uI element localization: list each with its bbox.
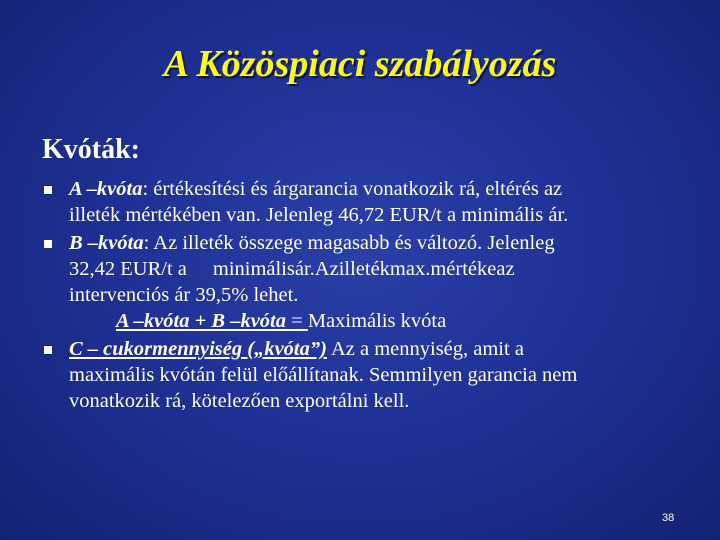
bullet-b-line-1 bbox=[69, 230, 672, 256]
bullet-c-line-3: vonatkozik rá, kötelezően exportálni kell. bbox=[69, 390, 410, 412]
bullet-c-line-2: maximális kvótán felül előállítanak. Semmilyen garancia nem bbox=[69, 364, 578, 386]
term-b-quota: B –kvóta bbox=[69, 232, 144, 254]
bullet-a-line-1 bbox=[69, 176, 672, 202]
term-c-quantity: C – cukormennyiség („kvóta”) bbox=[69, 338, 327, 360]
formula-result: Maximális kvóta bbox=[307, 310, 447, 332]
bullet-a-text-1: értékesítési és árgarancia vonatkozik rá, eltérés az bbox=[148, 178, 563, 200]
formula-plus: + bbox=[189, 310, 212, 332]
square-bullet-icon bbox=[44, 346, 52, 354]
bullet-a-line-2: illeték mértékében van. Jelenleg 46,72 EUR/t a minimális ár. bbox=[69, 204, 569, 226]
bullet-item-c-quantity bbox=[44, 336, 672, 414]
bullet-item-b-quota bbox=[44, 230, 672, 334]
bullet-c-line-1 bbox=[69, 336, 672, 362]
bullet-item-a-quota bbox=[44, 176, 672, 228]
term-separator: : bbox=[142, 178, 149, 200]
term-separator: : bbox=[143, 232, 150, 254]
quota-formula bbox=[69, 308, 672, 334]
bullet-b-text-2a: 32,42 EUR/t a bbox=[69, 258, 187, 280]
formula-b-quota: B –kvóta bbox=[211, 310, 286, 332]
section-heading: Kvóták: bbox=[42, 134, 140, 165]
formula-equals: = bbox=[286, 310, 308, 332]
square-bullet-icon bbox=[44, 186, 52, 194]
slide-title: A Közöspiaci szabályozás bbox=[163, 43, 557, 85]
term-a-quota: A –kvóta bbox=[69, 178, 143, 200]
bullet-b-text-1: Az illeték összege magasabb és változó. Jelenleg bbox=[149, 232, 555, 254]
bullet-b-text-2b: minimálisár.Azilletékmax.mértékeaz bbox=[212, 258, 515, 280]
formula-a-quota: A –kvóta bbox=[116, 310, 190, 332]
square-bullet-icon bbox=[44, 240, 52, 248]
bullet-b-line-2 bbox=[69, 256, 672, 282]
bullet-c-text-1: Az a mennyiség, amit a bbox=[326, 338, 524, 360]
bullet-b-line-3: intervenciós ár 39,5% lehet. bbox=[69, 284, 299, 306]
page-number: 38 bbox=[662, 512, 675, 524]
bullet-list bbox=[44, 176, 672, 414]
